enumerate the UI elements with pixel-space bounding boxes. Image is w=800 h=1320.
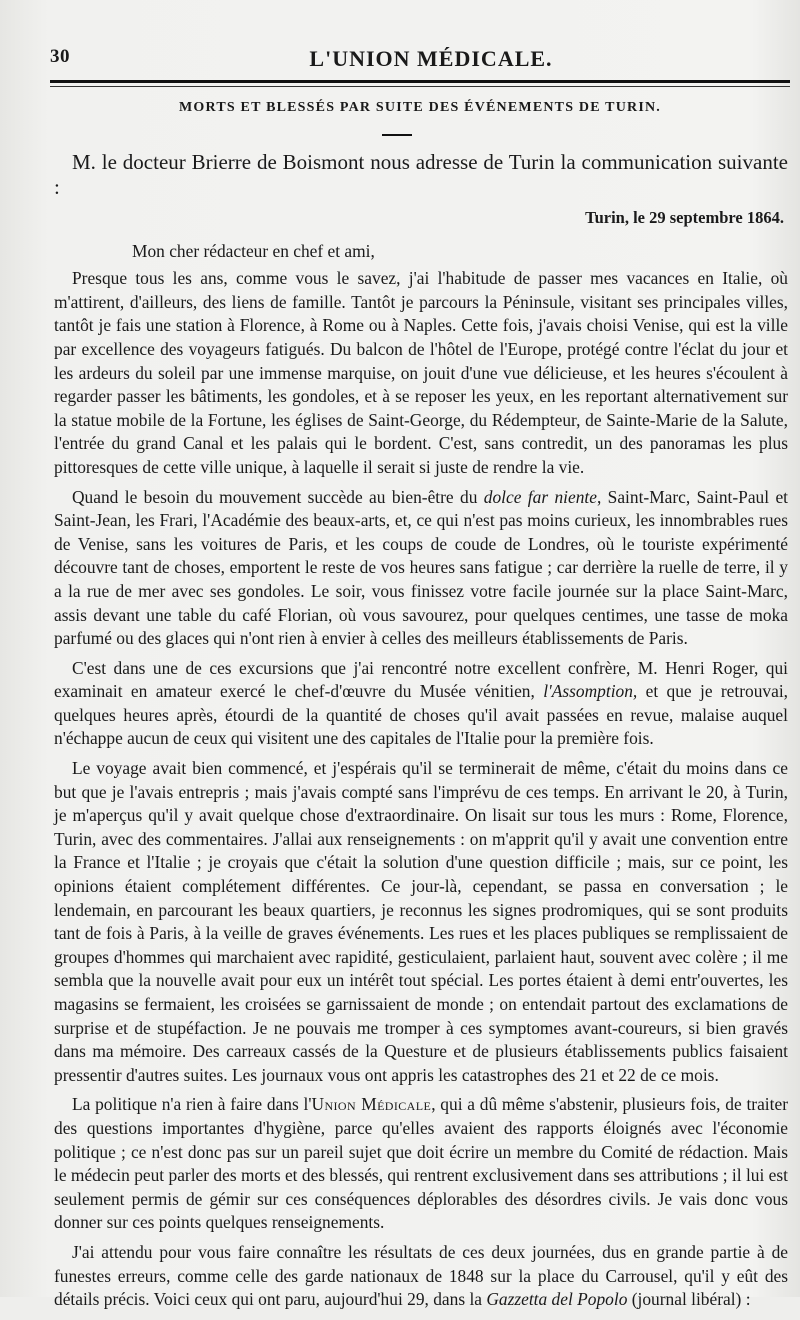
- paragraph-text: La politique n'a rien à faire dans l': [72, 1094, 312, 1115]
- article-intro: M. le docteur Brierre de Boismont nous adresse de Turin la communication suivante :: [54, 150, 788, 199]
- paragraph-text: C'est dans une de ces excursions que j'ai rencontré notre excellent confrère, M. Henri Roger, qui examinait en amateur exercé le chef-d'œuvre du Musée vénitien,: [54, 657, 788, 702]
- page-header: [50, 46, 772, 76]
- letter-salutation: Mon cher rédacteur en chef et ami,: [132, 240, 375, 261]
- paragraph-venice: Presque tous les ans, comme vous le savez, j'ai l'habitude de passer mes vacances en Italie, où m'attirent, d'ailleurs, des liens de famille. Tantôt je parcours la Péninsule, visitant ses principales villes, tantôt je fais une station à Florence, à Rome ou à Naples. Cette fois, j'avais choisi Venise, qui est la ville par excellence des voyageurs fatigués. Du balcon de l'hôtel de l'Europe, protégé contre l'éclat du jour et les ardeurs du soleil par une immense marquise, on jouit d'une vue délicieuse, et les heures s'écoulent à regarder passer les bâtiments, les gondoles, et à se reposer les yeux, en les reportant alternativement sur la statue mobile de la Fortune, les églises de Saint-George, du Rédempteur, de Sainte-Marie de la Salute, l'entrée du grand Canal et les palais qui le bordent. C'est, sans contredit, un des panoramas les plus pittoresques de cette ville unique, à laquelle il serait si juste de rendre la vie.: [54, 268, 788, 477]
- paragraph-text: et que je retrouvai, quelques heures après, étourdi de la quantité de choses qu'il avait passées en revue, malaise auquel n'échappe aucun de ceux qui visitent une des capitales de l'Italie pour la première fois.: [54, 681, 789, 749]
- paragraph-text: , qui a dû même s'abstenir, plusieurs fois, de traiter des questions importantes d'hygiène, parce qu'elles avaient des rapports éloignés avec l'économie politique ; ce n'est donc pas sur un pareil sujet que doit écrire un membre du Comité de rédaction. Mais le médecin peut parler des morts et des blessés, qui rentrent exclusivement dans ses attributions ; il lui est seulement permis de gémir sur ces conséquences déplorables des désordres civils. Je vais donc vous donner sur ces points quelques renseignements.: [54, 1094, 788, 1233]
- paragraph-walks: [54, 486, 788, 651]
- page-number: 30: [50, 46, 70, 67]
- running-title: L'UNION MÉDICALE.: [309, 46, 553, 71]
- article-body: [54, 150, 788, 1320]
- header-rule-thick: [50, 80, 790, 83]
- paragraph-politics: [54, 1093, 788, 1235]
- paragraph-text: Quand le besoin du mouvement succède au bien-être du: [72, 486, 484, 507]
- paragraph-text: , Saint-Marc, Saint-Paul et Saint-Jean, les Frari, l'Académie des beaux-arts, et, ce qui n'est pas moins curieux, les innombrables rues de Venise, sans les voitures de Paris, et les coups de coude de Londres, où le touriste expérimenté découvre tant de choses, emportent le reste de vos heures sans fatigue ; car derrière la ruelle de terre, il y a la rue de mer avec ses gondoles. Le soir, vous finissez votre facile journée sur la place Saint-Marc, assis devant une table du café Florian, où vous savourez, pour quelques centimes, une tasse de moka parfumé ou des glaces qui n'ont rien à envier à celles des meilleurs établissements de Paris.: [54, 486, 788, 649]
- paragraph-turin-events: Le voyage avait bien commencé, et j'espérais qu'il se terminerait de même, c'était du moins dans ce but que je l'avais entrepris ; mais j'avais compté sans l'imprévu de ces temps. En arrivant le 20, à Turin, je m'aperçus qu'il y avait quelque chose d'extraordinaire. On lisait sur tous les murs : Rome, Florence, Turin, avec des commentaires. J'allai aux renseignements : on m'apprit qu'il y avait une convention entre la France et l'Italie ; je croyais que c'était la solution d'une question difficile ; mais, sur ce point, les opinions étaient complétement différentes. Ce jour-là, cependant, se passa en conversation ; le lendemain, en parcourant les beaux quartiers, je reconnus les signes prodromiques, qui se sont produits tant de fois à Paris, à la veille de graves événements. Les rues et les places publiques se remplissaient de groupes d'hommes qui marchaient avec rapidité, gesticulaient, parlaient haut, souvent avec colère ; il me sembla que la nouvelle avait pour eux un intérêt tout spécial. Les portes étaient à demi entr'ouvertes, les magasins se fermaient, les croisées se garnissaient de monde ; on entendait partout des exclamations de surprise et de stupéfaction. Je ne pouvais me tromper à ces symptomes avant-coureurs, si bien gravés dans ma mémoire. Des carreaux cassés de la Questure et de plusieurs établissements publics faisaient pressentir d'autres suites. Les journaux vous ont appris les catastrophes des 21 et 22 de ce mois.: [54, 758, 788, 1085]
- journal-name: Union Médicale: [311, 1094, 432, 1115]
- paragraph-text: (journal libéral) :: [627, 1289, 751, 1310]
- letter-dateline: Turin, le 29 septembre 1864.: [585, 208, 784, 227]
- italic-phrase: Gazzetta del Popolo: [486, 1289, 628, 1310]
- paragraph-results: [54, 1241, 788, 1312]
- italic-phrase: l'Assomption,: [543, 681, 638, 702]
- paragraph-roger: [54, 657, 788, 751]
- title-divider: [382, 134, 412, 136]
- header-rule-thin: [50, 86, 790, 87]
- article-title: MORTS ET BLESSÉS PAR SUITE DES ÉVÉNEMENTS DE TURIN.: [179, 100, 661, 115]
- paragraph-text: J'ai attendu pour vous faire connaître les résultats de ces deux journées, dus en grande partie à de funestes erreurs, comme celle des garde nationaux de 1848 sur la place du Carrousel, qu'il y eût des détails précis. Voici ceux qui ont paru, aujourd'hui 29, dans la: [54, 1241, 788, 1310]
- italic-phrase: dolce far niente: [483, 486, 597, 507]
